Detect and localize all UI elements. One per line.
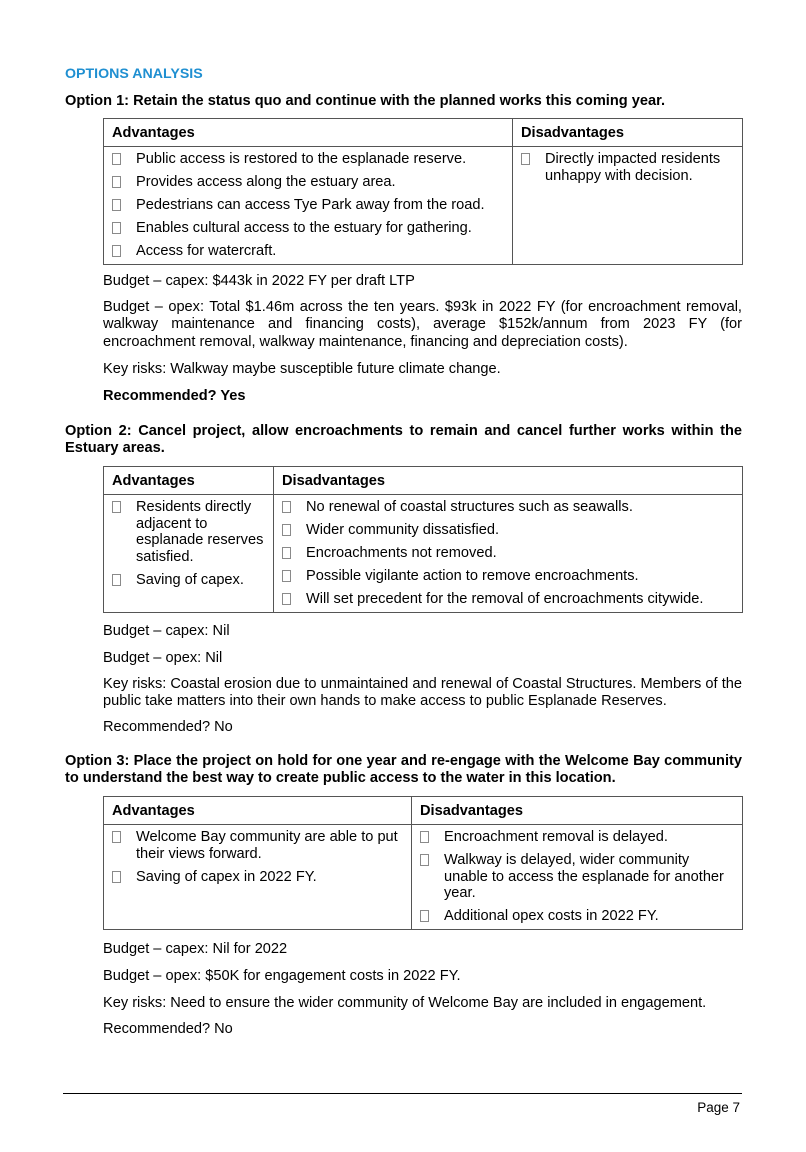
option2-budget-opex: Budget – opex: Nil [103,650,223,666]
list-item: No renewal of coastal structures such as seawalls. [280,499,736,516]
option3-disadvantages-header: Disadvantages [412,797,743,825]
section-title: OPTIONS ANALYSIS [65,66,203,82]
option2-advantages-list [110,499,267,588]
list-item: Encroachment removal is delayed. [418,829,736,846]
option2-recommended: Recommended? No [103,719,233,735]
list-item: Welcome Bay community are able to put their views forward. [110,829,405,862]
option1-disadvantages-list [519,151,736,184]
bullet-box-icon [112,245,121,257]
option1-table [103,118,743,265]
bullet-box-icon [420,854,429,866]
option1-recommended: Recommended? Yes [103,388,246,404]
option3-table [103,796,743,930]
option2-heading: Option 2: Cancel project, allow encroachments to remain and cancel further works within the Estuary areas. [65,423,742,456]
bullet-box-icon [420,910,429,922]
option1-advantages-list [110,151,506,260]
option1-key-risks: Key risks: Walkway maybe susceptible future climate change. [103,361,501,377]
option2-budget-capex: Budget – capex: Nil [103,623,230,639]
option3-disadvantages-cell [412,825,743,930]
list-item: Possible vigilante action to remove encroachments. [280,568,736,585]
option3-advantages-cell [104,825,412,930]
page-number: Page 7 [697,1100,740,1115]
option1-disadvantages-cell [513,147,743,265]
list-item: Saving of capex. [110,572,267,589]
bullet-box-icon [112,574,121,586]
bullet-box-icon [112,501,121,513]
option3-advantages-header: Advantages [104,797,412,825]
bullet-box-icon [112,199,121,211]
option3-budget-capex: Budget – capex: Nil for 2022 [103,941,288,957]
bullet-box-icon [282,524,291,536]
list-item: Public access is restored to the esplanade reserve. [110,151,506,168]
option3-disadvantages-list [418,829,736,925]
option2-key-risks: Key risks: Coastal erosion due to unmaintained and renewal of Coastal Structures. Members of the public take matters into their own hands to make access to public Esplanade Reserves. [103,676,742,710]
option2-disadvantages-list [280,499,736,608]
bullet-box-icon [282,570,291,582]
option3-key-risks: Key risks: Need to ensure the wider community of Welcome Bay are included in engagement. [103,995,707,1011]
bullet-box-icon [112,831,121,843]
bullet-box-icon [282,593,291,605]
option1-budget-opex: Budget – opex: Total $1.46m across the ten years. $93k in 2022 FY (for encroachment removal, walkway maintenance and financing costs), average $152k/annum from 2023 FY (for encroachment removal, walkway maintenance, financing and depreciation costs). [103,299,742,350]
option1-advantages-header: Advantages [104,119,513,147]
bullet-box-icon [282,501,291,513]
bullet-box-icon [112,222,121,234]
list-item: Provides access along the estuary area. [110,174,506,191]
option2-advantages-cell [104,495,274,613]
option3-advantages-list [110,829,405,885]
list-item: Will set precedent for the removal of encroachments citywide. [280,591,736,608]
option3-recommended: Recommended? No [103,1021,233,1037]
list-item: Enables cultural access to the estuary for gathering. [110,220,506,237]
bullet-box-icon [112,153,121,165]
option1-budget-capex: Budget – capex: $443k in 2022 FY per draft LTP [103,273,415,289]
list-item: Directly impacted residents unhappy with decision. [519,151,736,184]
option1-disadvantages-header: Disadvantages [513,119,743,147]
bullet-box-icon [282,547,291,559]
list-item: Additional opex costs in 2022 FY. [418,908,736,925]
list-item: Wider community dissatisfied. [280,522,736,539]
list-item: Saving of capex in 2022 FY. [110,869,405,886]
option3-budget-opex: Budget – opex: $50K for engagement costs in 2022 FY. [103,968,461,984]
list-item: Encroachments not removed. [280,545,736,562]
bullet-box-icon [112,176,121,188]
option1-heading: Option 1: Retain the status quo and continue with the planned works this coming year. [65,93,666,109]
footer-divider [63,1093,742,1094]
option2-disadvantages-cell [274,495,743,613]
list-item: Walkway is delayed, wider community unable to access the esplanade for another year. [418,852,736,902]
list-item: Pedestrians can access Tye Park away from the road. [110,197,506,214]
option3-heading: Option 3: Place the project on hold for one year and re-engage with the Welcome Bay community to understand the best way to create public access to the water in this location. [65,753,742,786]
bullet-box-icon [112,871,121,883]
list-item: Access for watercraft. [110,243,506,260]
option1-advantages-cell [104,147,513,265]
bullet-box-icon [521,153,530,165]
bullet-box-icon [420,831,429,843]
option2-disadvantages-header: Disadvantages [274,467,743,495]
list-item: Residents directly adjacent to esplanade reserves satisfied. [110,499,267,565]
option2-table [103,466,743,613]
option2-advantages-header: Advantages [104,467,274,495]
